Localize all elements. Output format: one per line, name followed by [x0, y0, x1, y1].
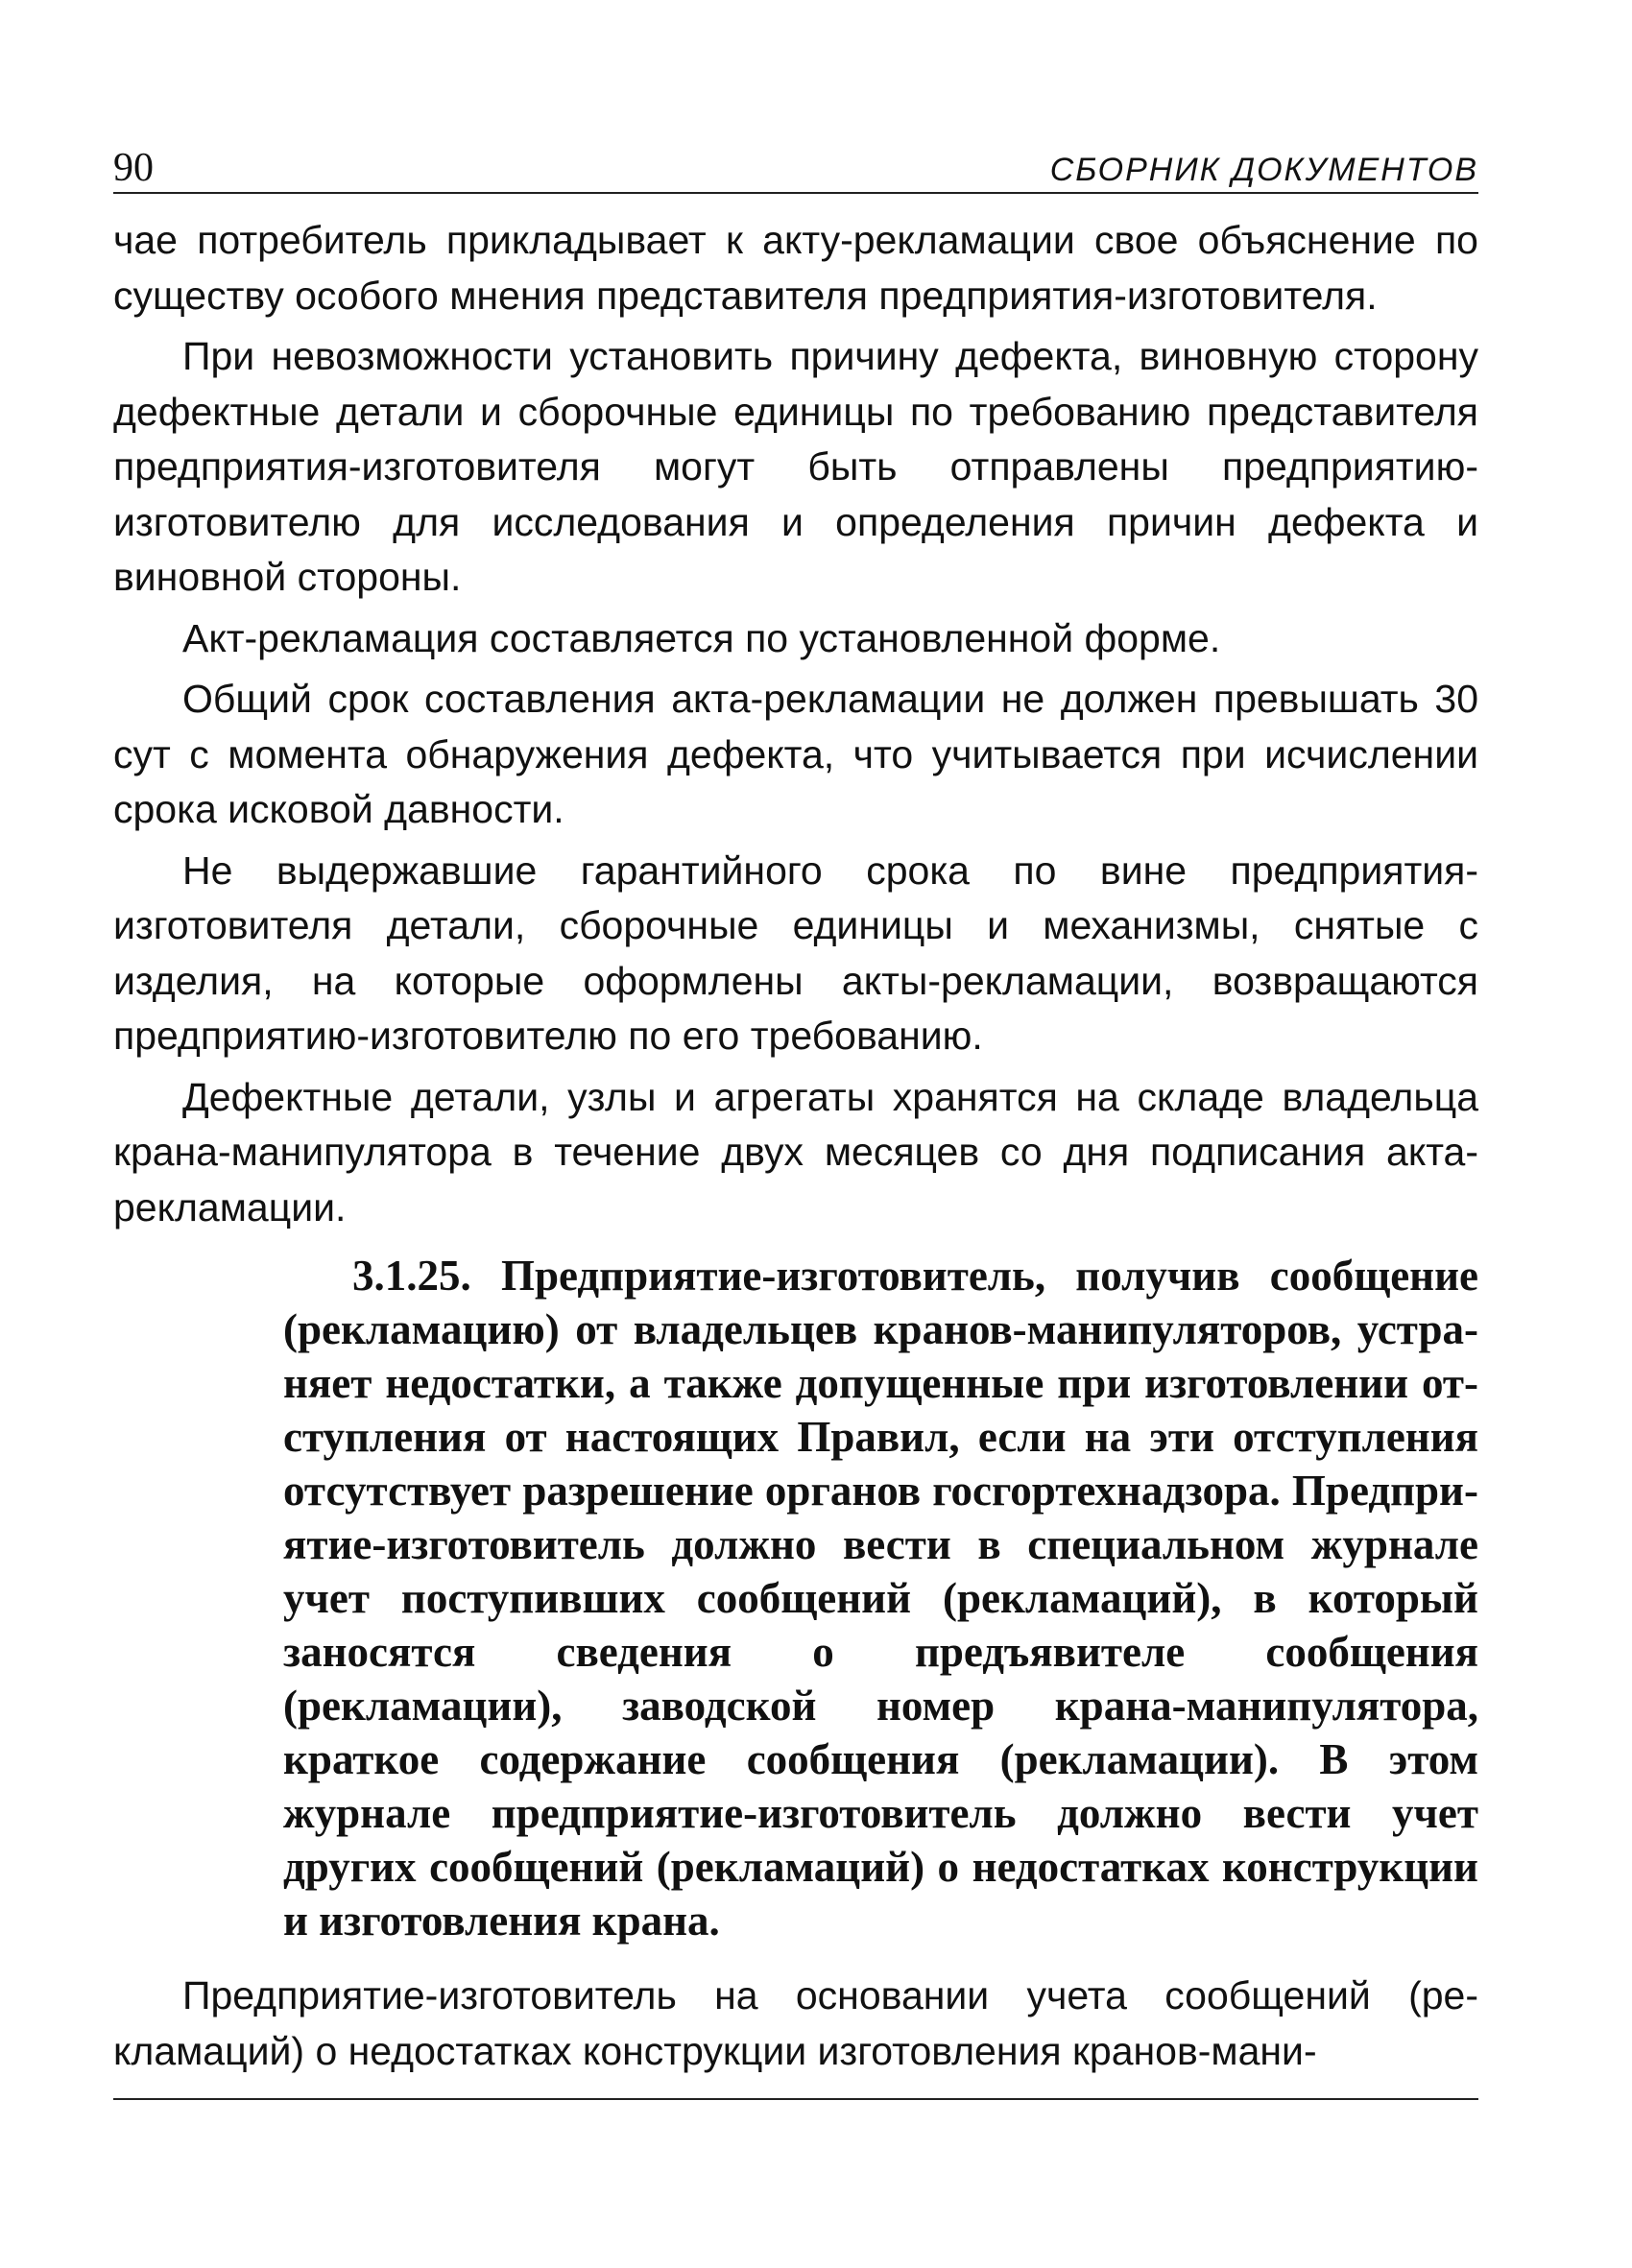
page-body	[113, 213, 1478, 2085]
section-3-1-25: 3.1.25. Предприятие-изготовитель, получив сообщение (рекламацию) от владельцев кранов-манипуляторов, устраняет недостатки, а также допущенные при изготовлении отступления от настоящих Правил, если на эти отступления отсутствует разрешение органов госгортехнадзора. Предприятие-изготовитель должно вести в специальном журнале учет поступивших сообщений (рекламаций), в который заносятся сведения о предъявителе сообщения (рекламации), заводской номер крана-манипулятора, краткое содержание сообщения (рекламации). В этом журнале предприятие-изготовитель должно вести учет других сообщений (рекламаций) о недостатках конструкции и изготовления крана.	[283, 1252, 1478, 1945]
paragraph-storage: Дефектные детали, узлы и агрегаты хранятся на складе владельца крана-манипулятора в течение двух месяцев со дня подписания акта-рекламации.	[113, 1074, 1478, 1229]
page-header	[113, 142, 1478, 194]
paragraph-final: Предприятие-изготовитель на основании учета сообщений (рекламаций) о недостатках конструкции изготовления кранов-мани-	[113, 1973, 1478, 2073]
paragraph-defect-cause: При невозможности установить причину дефекта, виновную сторону дефектные детали и сборочные единицы по требованию представителя предприятия-изготовителя могут быть отправлены предприятию-изготовителю для исследования и определения причин дефекта и виновной стороны.	[113, 334, 1478, 599]
paragraph-continuation: чае потребитель прикладывает к акту-рекламации свое объяснение по существу особого мнения представителя предприятия-изготовителя.	[113, 218, 1478, 318]
page-number: 90	[113, 146, 154, 190]
footer-rule	[113, 2098, 1478, 2100]
paragraph-returned-parts: Не выдержавшие гарантийного срока по вине предприятия-изготовителя детали, сборочные единицы и механизмы, снятые с изделия, на которые оформлены акты-рекламации, возвращаются предприятию-изготовителю по его требованию.	[113, 848, 1478, 1058]
running-title: СБОРНИК ДОКУМЕНТОВ	[1049, 152, 1478, 188]
paragraph-act-form: Акт-рекламация составляется по установленной форме.	[182, 615, 1221, 660]
paragraph-act-deadline: Общий срок составления акта-рекламации не должен превышать 30 сут с момента обнаружения дефекта, что учитывается при исчислении срока исковой давности.	[113, 677, 1478, 831]
